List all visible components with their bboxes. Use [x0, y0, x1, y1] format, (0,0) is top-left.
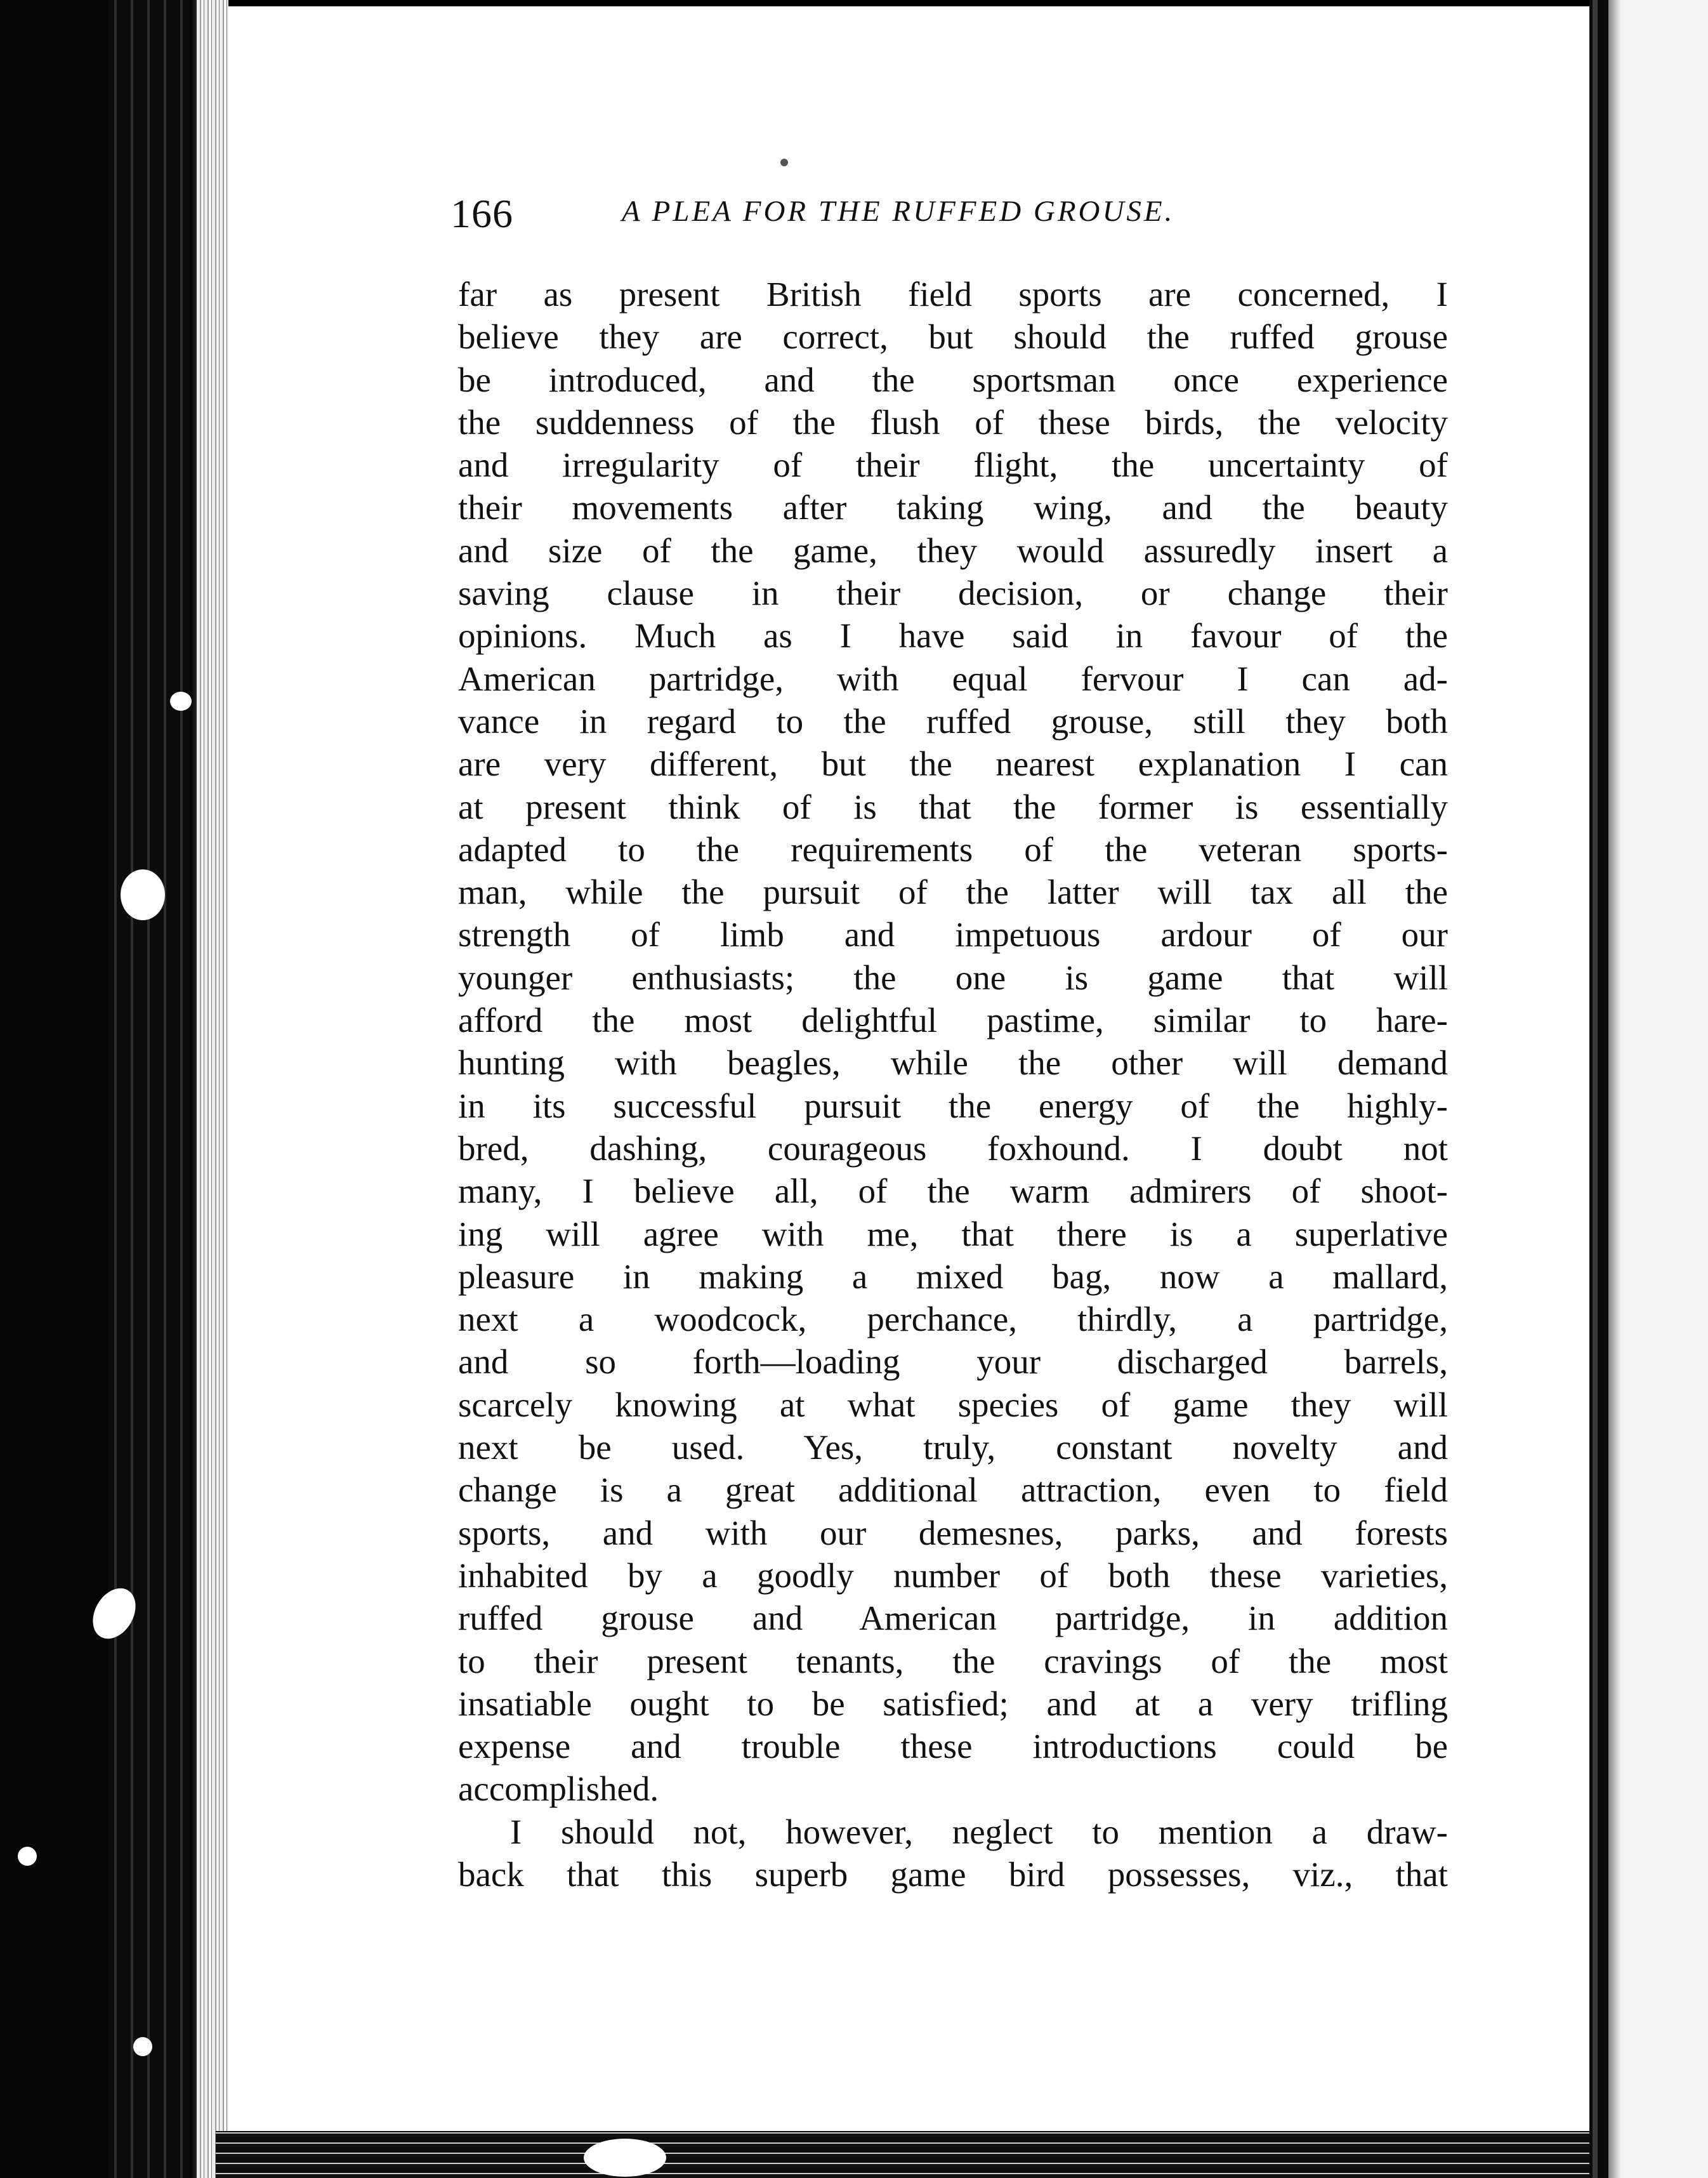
text-line: be introduced, and the sportsman once experience [458, 360, 1448, 399]
text-line: at present think of is that the former is essentially [458, 787, 1448, 826]
facing-page [1608, 0, 1708, 2178]
facing-page-shadow [1608, 0, 1621, 2178]
text-line: to their present tenants, the cravings of the most [458, 1641, 1448, 1680]
text-line: their movements after taking wing, and the beauty [458, 488, 1448, 527]
text-line: American partridge, with equal fervour I can ad- [458, 659, 1448, 698]
text-line: and irregularity of their flight, the uncertainty of [458, 446, 1448, 485]
text-line: pleasure in making a mixed bag, now a mallard, [458, 1257, 1448, 1296]
text-line: strength of limb and impetuous ardour of our [458, 915, 1448, 954]
text-line: man, while the pursuit of the latter will tax all the [458, 873, 1448, 912]
text-line: ruffed grouse and American partridge, in addition [458, 1599, 1448, 1638]
text-line: ing will agree with me, that there is a superlative [458, 1214, 1448, 1253]
text-line: the suddenness of the flush of these birds, the velocity [458, 402, 1448, 442]
running-title: A PLEA FOR THE RUFFED GROUSE. [622, 195, 1175, 228]
text-line: far as present British field sports are concerned, I [458, 275, 1448, 314]
scan-speck [121, 869, 165, 920]
scan-speck [780, 159, 788, 166]
text-line: in its successful pursuit the energy of the highly- [458, 1086, 1448, 1125]
page-bottom-edge [216, 2131, 1599, 2178]
text-line: next a woodcock, perchance, thirdly, a partridge, [458, 1300, 1448, 1339]
text-line: expense and trouble these introductions could be [458, 1727, 1448, 1766]
text-line: believe they are correct, but should the ruffed grouse [458, 317, 1448, 357]
text-line: scarcely knowing at what species of game they will [458, 1385, 1448, 1424]
scan-speck [133, 2037, 152, 2056]
text-line: next be used. Yes, truly, constant novelty and [458, 1428, 1448, 1467]
text-line: many, I believe all, of the warm admirers of shoot- [458, 1172, 1448, 1211]
text-line: bred, dashing, courageous foxhound. I doubt not [458, 1128, 1448, 1168]
text-line: afford the most delightful pastime, similar to hare- [458, 1001, 1448, 1040]
text-line: are very different, but the nearest explanation I can [458, 744, 1448, 784]
scan-speck [18, 1847, 37, 1866]
page-edges [197, 0, 228, 2178]
text-line: insatiable ought to be satisfied; and at a very trifling [458, 1684, 1448, 1723]
text-line: inhabited by a goodly number of both these varieties, [458, 1555, 1448, 1595]
paragraph-start-line: I should not, however, neglect to mention a draw- [510, 1812, 1448, 1851]
running-head [450, 190, 1447, 248]
text-line: younger enthusiasts; the one is game that will [458, 958, 1448, 997]
book-spine-edge [108, 0, 197, 2178]
scan-speck [170, 692, 192, 711]
text-line: and so forth—loading your discharged barrels, [458, 1342, 1448, 1382]
paragraph-end-line: accomplished. [458, 1769, 659, 1809]
page-number: 166 [450, 191, 513, 236]
text-line: sports, and with our demesnes, parks, and forests [458, 1513, 1448, 1552]
text-line: change is a great additional attraction, even to field [458, 1470, 1448, 1510]
text-line: back that this superb game bird possesses, viz., that [458, 1854, 1448, 1894]
text-line: vance in regard to the ruffed grouse, still they both [458, 701, 1448, 741]
text-line: saving clause in their decision, or change their [458, 574, 1448, 613]
body-text [458, 273, 1448, 1896]
scan-speck [584, 2139, 666, 2177]
book-spine [0, 0, 108, 2178]
gutter-line [1593, 0, 1598, 2178]
text-line: and size of the game, they would assuredly insert a [458, 531, 1448, 570]
text-line: opinions. Much as I have said in favour of the [458, 616, 1448, 656]
text-line: adapted to the requirements of the veteran sports- [458, 829, 1448, 869]
text-line: hunting with beagles, while the other will demand [458, 1043, 1448, 1083]
